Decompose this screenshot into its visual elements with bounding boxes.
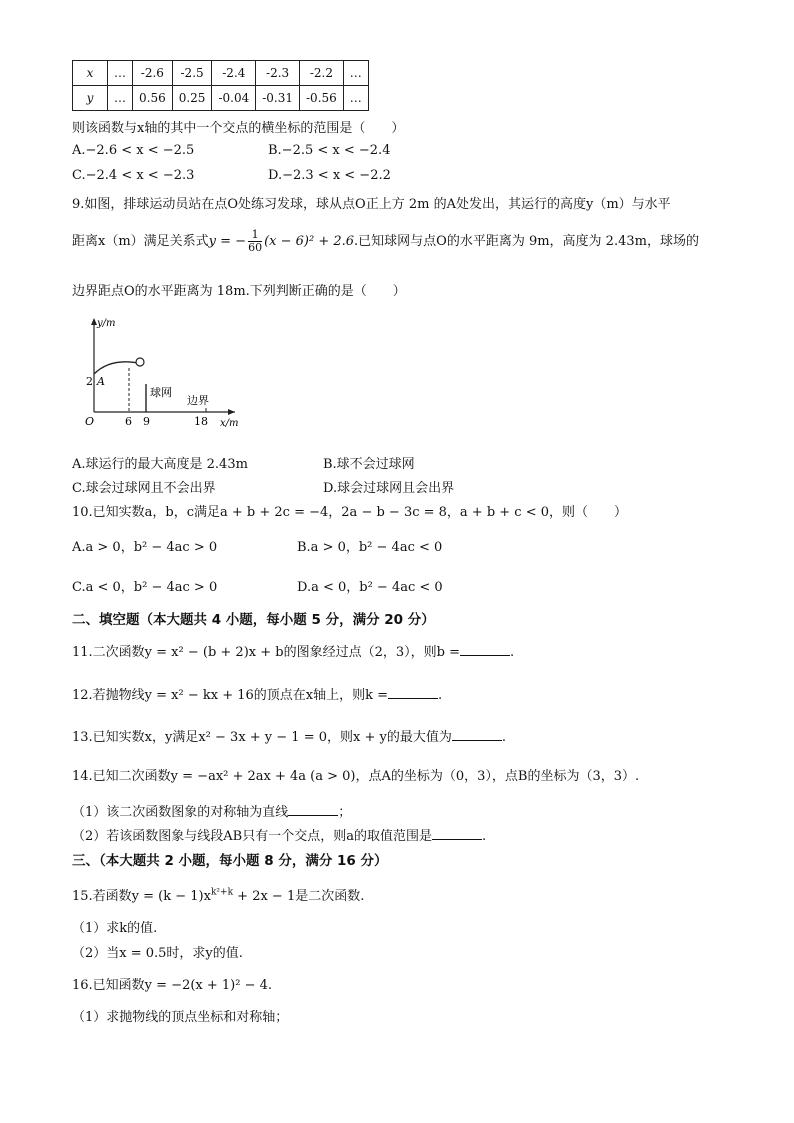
q15-stem (72, 885, 364, 904)
table-row (73, 86, 369, 111)
fraction-numerator: 1 (248, 229, 262, 242)
table-cell: -2.3 (256, 61, 300, 86)
q9-figure (80, 312, 240, 430)
q14-sub1 (72, 801, 351, 820)
q9-line2 (72, 229, 699, 254)
q14-stem: 14.已知二次函数y = −ax² + 2ax + 4a (a > 0)，点A的坐标为（0，3），点B的坐标为（3，3）. (72, 769, 640, 784)
q11-text: 11.二次函数y = x² − (b + 2)x + b的图象经过点（2，3），则b = (72, 645, 460, 660)
q11 (72, 641, 514, 660)
net-label: 球网 (150, 386, 172, 399)
q10-option-d: D.a < 0，b² − 4ac < 0 (297, 580, 443, 595)
x-axis-label: x/m (220, 418, 239, 429)
q14-sub2-answer-blank[interactable] (432, 827, 482, 840)
table-cell: -0.31 (256, 86, 300, 111)
value-table (72, 60, 369, 111)
q13-answer-blank[interactable] (452, 728, 502, 741)
q9-option-b: B.球不会过球网 (323, 457, 415, 472)
q15-stem-pre: 15.若函数y = (k − 1)x (72, 889, 211, 904)
x-tick-9: 9 (143, 415, 150, 428)
q13 (72, 726, 506, 745)
q12-text: 12.若抛物线y = x² − kx + 16的顶点在x轴上，则k = (72, 688, 389, 703)
q15-stem-post: + 2x − 1是二次函数. (233, 889, 365, 904)
q8-option-c: C.−2.4 < x < −2.3 (72, 168, 195, 183)
q9-line2-post: .已知球网与点O的水平距离为 9m，高度为 2.43m，球场的 (354, 234, 699, 249)
x-axis-arrow-icon (228, 409, 235, 415)
x-header: x (73, 61, 108, 86)
q9-option-d: D.球会过球网且会出界 (323, 481, 455, 496)
q14-sub1-end: ； (338, 805, 352, 820)
table-cell: 0.56 (133, 86, 173, 111)
q8-stem: 则该函数与x轴的其中一个交点的横坐标的范围是（ ） (72, 121, 405, 136)
boundary-label: 边界 (187, 394, 209, 407)
ball-trajectory (94, 362, 138, 374)
point-a-label: A (97, 375, 105, 388)
q9-formula-pre: y = − (208, 234, 247, 249)
fraction-denominator: 60 (248, 241, 263, 254)
q10-option-c: C.a < 0，b² − 4ac > 0 (72, 580, 218, 595)
q9-fraction (248, 229, 262, 254)
table-row (73, 61, 369, 86)
q15-sub2: （2）当x = 0.5时，求y的值. (72, 946, 243, 961)
table-cell: … (343, 61, 368, 86)
q14-sub2-end: . (481, 829, 487, 844)
y-header: y (73, 86, 108, 111)
table-cell: -2.6 (133, 61, 173, 86)
ball-icon (136, 358, 144, 366)
section2-title: 二、填空题（本大题共 4 小题，每小题 5 分，满分 20 分） (72, 612, 435, 628)
q13-end: . (501, 730, 506, 745)
q12-end: . (438, 688, 443, 703)
table-cell: … (343, 86, 368, 111)
q9-formula-post: (x − 6)² + 2.6 (264, 234, 355, 249)
table-cell: -2.4 (212, 61, 256, 86)
q16-stem: 16.已知函数y = −2(x + 1)² − 4. (72, 978, 273, 993)
x-tick-18: 18 (194, 415, 208, 428)
table-cell: -2.2 (300, 61, 344, 86)
q11-end: . (509, 645, 515, 660)
table-cell: … (108, 86, 133, 111)
q13-text: 13.已知实数x，y满足x² − 3x + y − 1 = 0，则x + y的最大值为 (72, 730, 452, 745)
table-cell: -0.04 (212, 86, 256, 111)
q8-option-d: D.−2.3 < x < −2.2 (268, 168, 391, 183)
q9-line3: 边界距点O的水平距离为 18m.下列判断正确的是（ ） (72, 284, 406, 299)
q15-exponent: k²+k (210, 887, 234, 898)
table-cell: -0.56 (300, 86, 344, 111)
q16-sub1: （1）求抛物线的顶点坐标和对称轴； (72, 1010, 289, 1025)
q12 (72, 684, 442, 703)
origin-label: O (85, 415, 95, 428)
q9-option-c: C.球会过球网且不会出界 (72, 481, 216, 496)
q14-sub2 (72, 825, 486, 844)
y-axis-label: y/m (97, 318, 116, 329)
q10-option-a: A.a > 0，b² − 4ac > 0 (72, 540, 218, 555)
q8-option-b: B.−2.5 < x < −2.4 (268, 143, 391, 158)
section3-title: 三、（本大题共 2 小题，每小题 8 分，满分 16 分） (72, 853, 388, 869)
y-tick-2: 2 (86, 375, 93, 388)
q8-option-a: A.−2.6 < x < −2.5 (72, 143, 195, 158)
q10-stem: 10.已知实数a，b，c满足a + b + 2c = −4，2a − b − 3c = 8，a + b + c < 0，则（ ） (72, 505, 628, 520)
q14-sub2-text: （2）若该函数图象与线段AB只有一个交点，则a的取值范围是 (72, 829, 432, 844)
q14-sub1-text: （1）该二次函数图象的对称轴为直线 (72, 805, 289, 820)
q10-option-b: B.a > 0，b² − 4ac < 0 (297, 540, 443, 555)
q9-line2-pre: 距离x（m）满足关系式 (72, 234, 209, 249)
q14-sub1-answer-blank[interactable] (288, 803, 338, 816)
q9-line1: 9.如图，排球运动员站在点O处练习发球，球从点O正上方 2m 的A处发出，其运行的高度y（m）与水平 (72, 197, 671, 212)
table-cell: 0.25 (172, 86, 212, 111)
x-tick-6: 6 (125, 415, 132, 428)
table-cell: … (108, 61, 133, 86)
table-cell: -2.5 (172, 61, 212, 86)
q11-answer-blank[interactable] (460, 643, 510, 656)
q9-option-a: A.球运行的最大高度是 2.43m (72, 457, 248, 472)
q12-answer-blank[interactable] (388, 686, 438, 699)
q15-sub1: （1）求k的值. (72, 921, 158, 936)
